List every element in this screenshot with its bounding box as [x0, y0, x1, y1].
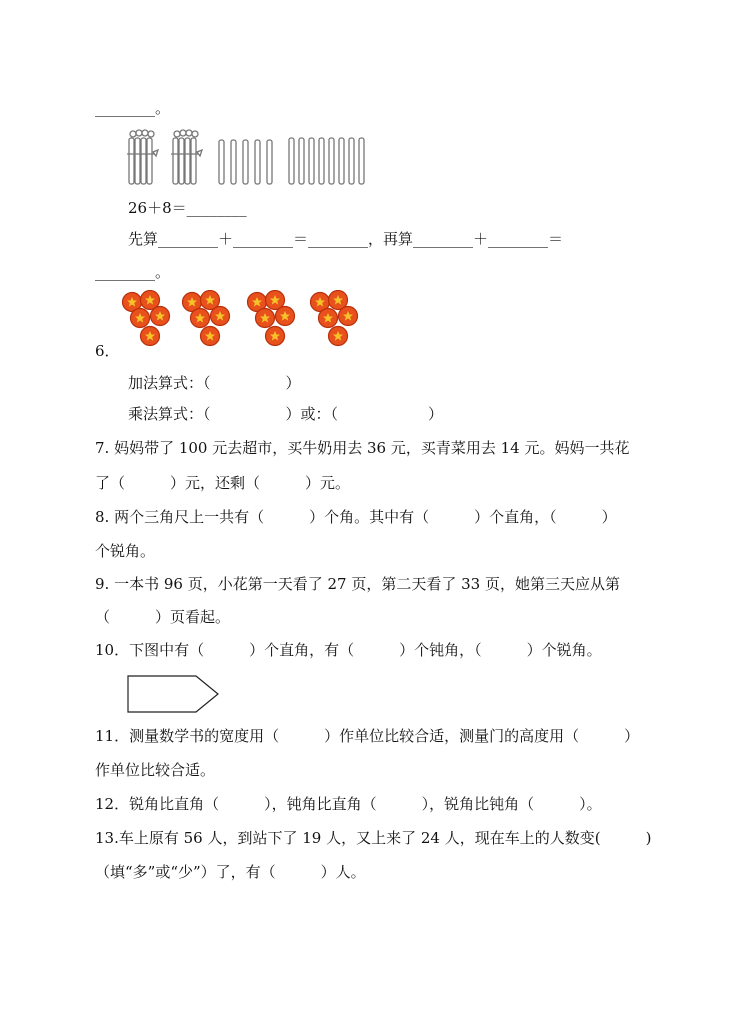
addition-formula-line: 加法算式：（ ）: [128, 374, 301, 392]
question-8-line-1: 8. 两个三角尺上一共有（ ）个角。其中有（ ）个直角，（ ）: [95, 508, 617, 526]
equation-line: 26＋8＝________: [128, 199, 247, 217]
stick-bundle: [171, 130, 202, 184]
answer-blank-line: ________。: [95, 99, 171, 117]
fruit-group: [248, 291, 295, 346]
question-13-line-2: （填“多”或“少”）了，有（ ）人。: [95, 863, 366, 881]
single-sticks: [219, 138, 364, 184]
question-7-line-1: 7. 妈妈带了 100 元去超市，买牛奶用去 36 元，买青菜用去 14 元。妈妈一共花: [95, 439, 630, 457]
question-10-line: 10．下图中有（ ）个直角，有（ ）个钝角，（ ）个锐角。: [95, 641, 602, 659]
multiplication-formula-line: 乘法算式：（ ）或：（ ）: [128, 405, 444, 423]
question-13-line-1: 13.车上原有 56 人，到站下了 19 人，又上来了 24 人，现在车上的人数变( ): [95, 829, 652, 847]
question-9-line-1: 9. 一本书 96 页，小花第一天看了 27 页，第二天看了 33 页，她第三天应从第: [95, 575, 620, 593]
fruit-group: [311, 291, 358, 346]
fruit-with-stars-icon: [120, 290, 375, 352]
steps-line-cont: ________。: [95, 263, 171, 281]
question-number: 6．: [95, 342, 120, 360]
question-9-line-2: （ ）页看起。: [95, 608, 231, 626]
steps-line: 先算________＋________＝________，再算________＋________＝: [128, 230, 564, 248]
question-12-line: 12．锐角比直角（ ），钝角比直角（ ），锐角比钝角（ ）。: [95, 795, 602, 813]
fruit-group: [123, 291, 170, 346]
question-11-line-2: 作单位比较合适。: [95, 761, 216, 779]
counting-sticks-icon: [125, 128, 375, 190]
fruit-group: [183, 291, 230, 346]
pentagon-arrow-shape: [126, 674, 222, 714]
question-7-line-2: 了（ ）元，还剩（ ）元。: [95, 474, 351, 492]
question-8-line-2: 个锐角。: [95, 542, 156, 560]
question-11-line-1: 11．测量数学书的宽度用（ ）作单位比较合适，测量门的高度用（ ）: [95, 727, 640, 745]
stick-bundle: [127, 130, 158, 184]
